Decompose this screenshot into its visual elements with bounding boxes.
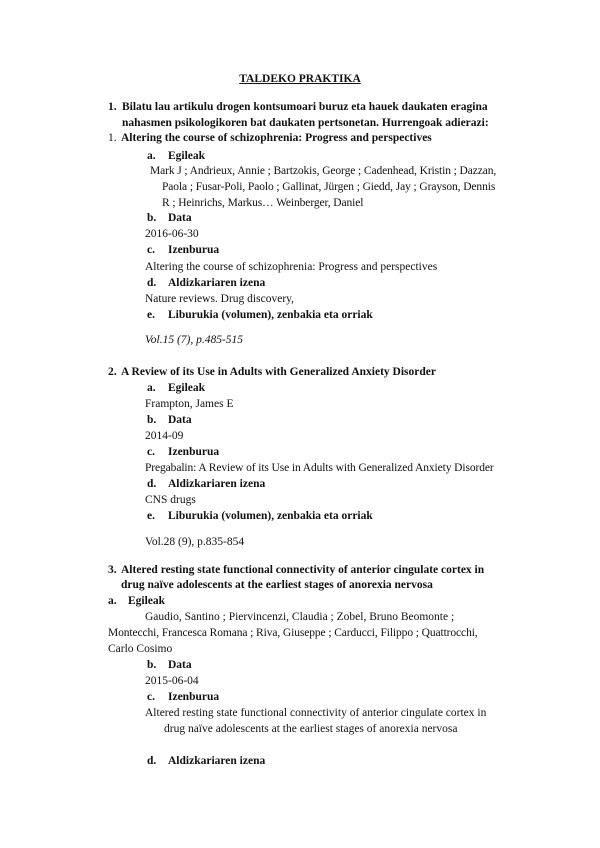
article-3-title-label: Izenburua [168,691,220,703]
article-2-title: Pregabalin: A Review of its Use in Adults with Generalized Anxiety Disorder [145,462,494,474]
article-3-title-line-1: Altered resting state functional connectivity of anterior cingulate cortex in [145,707,487,719]
article-3-date-label: Data [168,659,192,671]
article-1-date-label: Data [168,212,192,224]
article-1-authors-line-1: Mark J ; Andrieux, Annie ; Bartzokis, George ; Cadenhead, Kristin ; Dazzan, [150,165,497,177]
article-1-authors-label: Egileak [168,150,206,162]
article-3-authors-line-3: Carlo Cosimo [108,643,173,655]
article-1-title-letter: c. [147,244,155,256]
article-3-date-letter: b. [147,659,157,671]
article-3-journal-letter: d. [147,755,157,767]
article-1-authors-letter: a. [147,150,156,162]
article-3-authors-letter: a. [108,595,117,607]
article-2-date: 2014-09 [145,430,184,442]
article-2-heading: A Review of its Use in Adults with Generalized Anxiety Disorder [121,366,436,378]
article-2-volume-letter: e. [147,510,155,522]
article-2-date-label: Data [168,414,192,426]
article-2-journal-label: Aldizkariaren izena [168,478,266,490]
article-3-title-letter: c. [147,691,155,703]
article-2-authors-label: Egileak [168,382,206,394]
article-1-date-letter: b. [147,212,157,224]
article-3-date: 2015-06-04 [145,675,199,687]
article-3-title-line-2: drug naïve adolescents at the earliest stages of anorexia nervosa [164,723,458,735]
article-3-authors-label: Egileak [128,595,166,607]
article-3-number: 3. [108,564,117,576]
article-1-journal: Nature reviews. Drug discovery, [145,293,295,305]
task-line-1: Bilatu lau artikulu drogen kontsumoari buruz eta hauek daukaten eragina [122,101,488,113]
article-1-title-label: Izenburua [168,244,220,256]
article-2-title-letter: c. [147,446,155,458]
article-1-title: Altering the course of schizophrenia: Progress and perspectives [145,261,438,273]
article-3-heading-line-1: Altered resting state functional connectivity of anterior cingulate cortex in [121,564,485,576]
article-2-title-label: Izenburua [168,446,220,458]
article-1-journal-label: Aldizkariaren izena [168,277,266,289]
article-1-heading: Altering the course of schizophrenia: Progress and perspectives [121,132,432,144]
article-3-authors-line-2: Montecchi, Francesca Romana ; Riva, Giuseppe ; Carducci, Filippo ; Quattrocchi, [108,627,478,639]
article-2-journal-letter: d. [147,478,157,490]
article-3-authors-line-1: Gaudio, Santino ; Piervincenzi, Claudia ; Zobel, Bruno Beomonte ; [145,611,455,623]
article-1-volume-letter: e. [147,309,155,321]
article-1-volume-label: Liburukia (volumen), zenbakia eta orriak [168,309,373,321]
article-1-authors-line-2: Paola ; Fusar-Poli, Paolo ; Gallinat, Jürgen ; Giedd, Jay ; Grayson, Dennis [162,181,496,193]
article-2-number: 2. [108,366,117,378]
task-line-2: nahasmen psikologikoren bat daukaten pertsonetan. Hurrengoak adierazi: [122,117,489,129]
article-2-journal: CNS drugs [145,494,196,506]
article-3-journal-label: Aldizkariaren izena [168,755,266,767]
document-title: TALDEKO PRAKTIKA [239,73,361,85]
article-1-date: 2016-06-30 [145,228,199,240]
task-number: 1. [108,101,117,113]
article-2-volume: Vol.28 (9), p.835-854 [145,536,245,548]
article-1-authors-line-3: R ; Heinrichs, Markus… Weinberger, Daniel [162,197,364,209]
article-2-volume-label: Liburukia (volumen), zenbakia eta orriak [168,510,373,522]
article-1-volume: Vol.15 (7), p.485-515 [145,334,244,346]
article-2-date-letter: b. [147,414,157,426]
article-1-number: 1. [108,132,117,144]
article-2-authors: Frampton, James E [145,398,234,410]
article-1-journal-letter: d. [147,277,157,289]
article-3-heading-line-2: drug naïve adolescents at the earliest stages of anorexia nervosa [121,579,433,591]
article-2-authors-letter: a. [147,382,156,394]
